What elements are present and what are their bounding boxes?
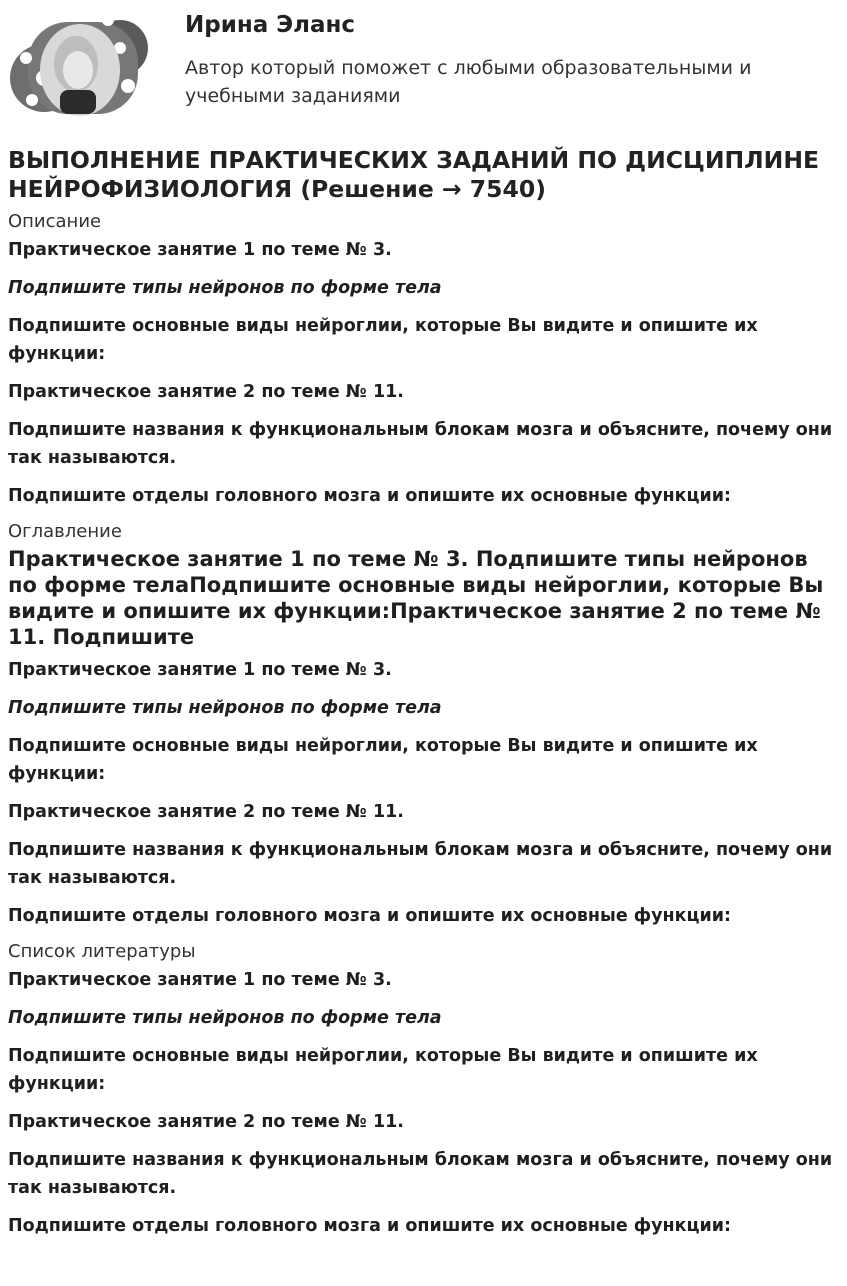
literature-item: Подпишите названия к функциональным блокам мозга и объясните, почему они так называются. — [8, 1150, 833, 1198]
toc-summary: Практическое занятие 1 по теме № 3. Подпишите типы нейронов по форме телаПодпишите основные виды нейроглии, которые Вы видите и опишите их функции:Практическое занятие 2 по теме № 11. Подпишите — [8, 547, 824, 649]
description-item: Подпишите названия к функциональным блокам мозга и объясните, почему они так называются. — [8, 420, 833, 468]
literature-item: Практическое занятие 2 по теме № 11. — [8, 1112, 404, 1132]
author-header — [8, 8, 838, 128]
description-item: Подпишите отделы головного мозга и опишите их основные функции: — [8, 486, 732, 506]
toc-item: Подпишите отделы головного мозга и опишите их основные функции: — [8, 906, 732, 926]
page-title: ВЫПОЛНЕНИЕ ПРАКТИЧЕСКИХ ЗАДАНИЙ ПО ДИСЦИПЛИНЕ НЕЙРОФИЗИОЛОГИЯ (Решение → 7540) — [8, 146, 820, 203]
literature-item: Подпишите отделы головного мозга и опишите их основные функции: — [8, 1216, 732, 1236]
description-item: Практическое занятие 1 по теме № 3. — [8, 240, 392, 260]
author-name[interactable]: Ирина Эланс — [185, 12, 356, 38]
toc-item: Подпишите основные виды нейроглии, которые Вы видите и опишите их функции: — [8, 736, 758, 784]
toc-item: Подпишите типы нейронов по форме тела — [8, 698, 442, 718]
description-heading: Описание — [8, 211, 102, 232]
literature-item: Подпишите основные виды нейроглии, которые Вы видите и опишите их функции: — [8, 1046, 758, 1094]
toc-item: Практическое занятие 1 по теме № 3. — [8, 660, 392, 680]
author-description: Автор который поможет с любыми образовательными и учебными заданиями — [185, 57, 752, 107]
description-item: Практическое занятие 2 по теме № 11. — [8, 382, 404, 402]
literature-heading: Список литературы — [8, 941, 196, 962]
literature-item: Подпишите типы нейронов по форме тела — [8, 1008, 442, 1028]
toc-heading: Оглавление — [8, 521, 122, 542]
description-item: Подпишите основные виды нейроглии, которые Вы видите и опишите их функции: — [8, 316, 758, 364]
literature-item: Практическое занятие 1 по теме № 3. — [8, 970, 392, 990]
main-content — [8, 146, 838, 1240]
toc-item: Подпишите названия к функциональным блокам мозга и объясните, почему они так называются. — [8, 840, 833, 888]
author-photo-icon — [8, 8, 150, 126]
description-item: Подпишите типы нейронов по форме тела — [8, 278, 442, 298]
toc-item: Практическое занятие 2 по теме № 11. — [8, 802, 404, 822]
